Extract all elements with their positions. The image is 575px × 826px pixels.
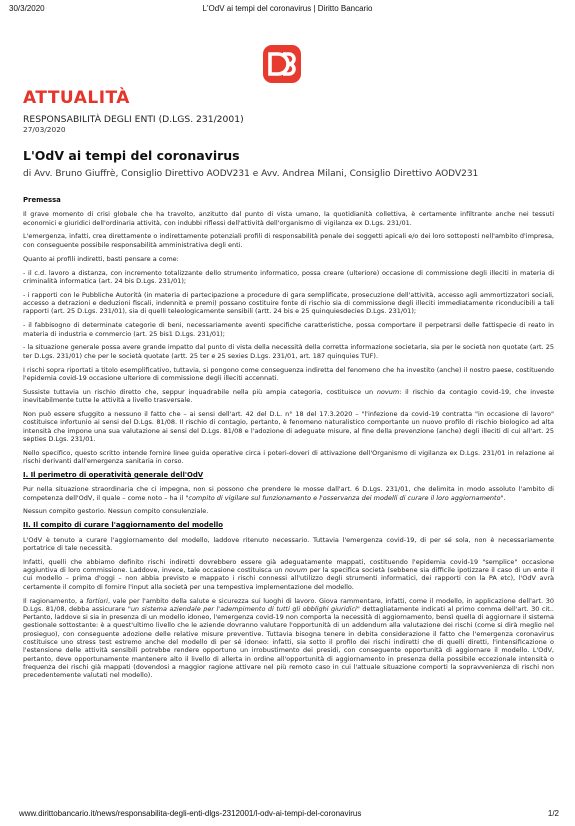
heading-perimetro: I. Il perimetro di operatività generale dell'OdV — [23, 470, 204, 479]
list-item: - la situazione generale possa avere grande impatto dal punto di vista della necessità della corretta informazione societaria, sia per le società non quotate (art. 25 ter D.Lgs. 231/01) che per le società quotate (artt. 25 ter e 25 sexies D.Lgs. 231/01, art. 187 quinquies TUF). — [23, 343, 554, 360]
paragraph: L'emergenza, infatti, crea direttamente o indirettamente potenziali profili di responsabilità penale dei soggetti apicali e/o dei loro sottoposti nell'ambito d'impresa, con conseguente possibile responsabilità amministrativa degli enti. — [23, 232, 554, 249]
page-number: 1/2 — [547, 809, 559, 818]
page-url[interactable]: www.dirittobancario.it/news/responsabilita-degli-enti-dlgs-2312001/l-odv-ai-tempi-del-coronavirus — [19, 809, 362, 818]
print-page-title: L'OdV ai tempi del coronavirus | Diritto Bancario — [202, 4, 373, 13]
list-item: - il c.d. lavoro a distanza, con incremento totalizzante dello strumento informatico, possa creare (ulteriore) occasione di commissione degli illeciti in materia di criminalità informatica (art. 24 bis D.Lgs. 231/01); — [23, 268, 554, 285]
article-title: L'OdV ai tempi del coronavirus — [23, 148, 240, 163]
print-date: 30/3/2020 — [9, 4, 45, 13]
section-heading: ATTUALITÀ — [23, 88, 130, 108]
paragraph: Sussiste tuttavia un rischio diretto che, seppur inquadrabile nella più ampia categoria, costituisce un novum: il rischio da contagio covid-19, che investe inevitabilmente tutte le attività a livello trasversale. — [23, 387, 554, 405]
paragraph: Il ragionamento, a fortiori, vale per l'ambito della salute e sicurezza sui luoghi di lavoro. Giova rammentare, infatti, come il modello, in applicazione dell'art. 30 D.Lgs. 81/08, debba assicurare "un sistema aziendale per l'adempimento di tutti gli obblighi giuridici" dettagliatamente indicati al primo comma dell'art. 30 cit.. Pertanto, laddove si sia in presenza di un modello idoneo, l'emergenza covid-19 non comporta la necessità di aggiornamento, bensì quella di aggiornare il sistema gestionale sottostante: è a quest'ultimo livello che le aziende dovranno valutare l'opportunità di un addendum alla valutazione dei rischi (come si dirà meglio nel prosieguo), con conseguente adozione delle relative misure preventive. Tuttavia bisogna tenere in debita considerazione il fatto che l'emergenza coronavirus costituisce uno stress test estremo anche del modello di per sé idoneo: infatti, sia sotto il profilo dei rischi indiretti che di quelli diretti, l'intensificazione o l'estensione delle attività sensibili potrebbe rendere opportuno un irrobustimento dei presidi, con conseguente opportunità di aggiornare il modello. L'OdV, pertanto, deve opportunamente mantenere alto il livello di allerta in ordine all'opportunità di aggiornamento in presenza della possibile eccezionale intensità o frequenza dei rischi già mappati (dovendosi a maggior ragione attivare nel più remoto caso in cui l'attuale situazione comporti la sopravvenienza di rischi non precedentemente valutati nel modello). — [23, 596, 554, 680]
list-item: - i rapporti con le Pubbliche Autorità (in materia di partecipazione a procedure di gara semplificate, prosecuzione dell'attività, accesso agli ammortizzatori sociali, accesso a detrazioni e deduzioni fiscali, indennità e premi) possano costituire fonte di rischio sia di commissione degli illeciti immediatamente riconducibili a tali rapporti (art. 25 D.Lgs. 231/01), sia di quelli teleologicamente sensibili (artt. 24 bis e 25 quinquiesdecies D.Lgs. 231/01); — [23, 290, 554, 316]
heading-aggiornamento: II. Il compito di curare l'aggiornamento del modello — [23, 521, 223, 530]
print-header — [0, 4, 575, 16]
paragraph: I rischi sopra riportati a titolo esemplificativo, tuttavia, si pongono come conseguenza indiretta del fenomeno che ha investito (anche) il nostro paese, costituendo l'epidemia covid-19 occasione ulteriore di commissione degli illeciti accennati. — [23, 365, 554, 382]
paragraph: L'OdV è tenuto a curare l'aggiornamento del modello, laddove ritenuto necessario. Tuttavia l'emergenza covid-19, di per sé sola, non è necessariamente portatrice di tale necessità. — [23, 535, 554, 552]
paragraph: Quanto ai profili indiretti, basti pensare a come: — [23, 254, 179, 263]
paragraph: Non può essere sfuggito a nessuno il fatto che – ai sensi dell'art. 42 del D.L. n° 18 del 17.3.2020 – "l'infezione da covid-19 contratta "in occasione di lavoro" costituisce infortunio ai sensi del D.Lgs. 81/08. Il rischio di contagio, pertanto, è fenomeno naturalistico comportante un nuovo profilo di rischio biologico ad alta intensità che impone una sua valutazione ai sensi del D.Lgs. 81/08 e l'adozione di adeguate misure, al fine della prevenzione (anche) degli illeciti di cui all'art. 25 septies D.Lgs. 231/01. — [23, 409, 554, 443]
article-authors: di Avv. Bruno Giuffrè, Consiglio Direttivo AODV231 e Avv. Andrea Milani, Consiglio Direttivo AODV231 — [23, 169, 479, 179]
paragraph: Infatti, quelli che abbiamo definito rischi indiretti dovrebbero essere già adeguatamente mappati, costituendo l'epidemia covid-19 "semplice" occasione aggiuntiva di loro commissione. Laddove, invece, tale occasione costituisca un novum per la specifica società (sebbene sia difficile ipotizzare il caso di un ente il cui modello – prima d'oggi – non abbia previsto e mappato i rischi connessi all'utilizzo degli strumenti informatici, dei rapporti con la PA etc), l'OdV avrà certamente il compito di fornire l'input alla società per una tempestiva implementazione del modello. — [23, 557, 554, 591]
paragraph: Il grave momento di crisi globale che ha travolto, anzitutto dal punto di vista umano, la quotidianità collettiva, è certamente infiltrante anche nei tessuti economici e giuridici dell'ordinaria attività, con indubbi riflessi dell'attività dell'organismo di vigilanza ex D.Lgs. 231/01. — [23, 210, 554, 227]
list-item: - il fabbisogno di determinate categorie di beni, necessariamente aventi specifiche caratteristiche, possa comportare il perpetrarsi delle fattispecie di reato in materia di industria e commercio (art. 25 bis1 D.Lgs. 231/01); — [23, 321, 554, 338]
publication-date: 27/03/2020 — [23, 125, 66, 134]
article-container — [23, 88, 554, 685]
heading-premessa: Premessa — [23, 196, 61, 204]
paragraph: Pur nella situazione straordinaria che ci impegna, non si possono che prendere le mosse dall'art. 6 D.Lgs. 231/01, che delimita in modo assoluto l'ambito di competenza dell'OdV, il quale – come noto – ha il "compito di vigilare sul funzionamento e l'osservanza dei modelli di curare il loro aggiornamento". — [23, 485, 554, 502]
print-footer — [0, 809, 575, 821]
article-body — [23, 196, 554, 680]
paragraph: Nello specifico, questo scritto intende fornire linee guida operative circa i poteri-doveri di attivazione dell'Organismo di vigilanza ex D.Lgs. 231/01 in relazione ai rischi derivanti dall'emergenza sanitaria in corso. — [23, 448, 554, 466]
article-category[interactable]: RESPONSABILITÀ DEGLI ENTI (D.LGS. 231/2001) — [23, 114, 244, 125]
diritto-bancario-logo-icon[interactable] — [263, 45, 301, 83]
paragraph: Nessun compito gestorio. Nessun compito consulenziale. — [23, 507, 209, 516]
